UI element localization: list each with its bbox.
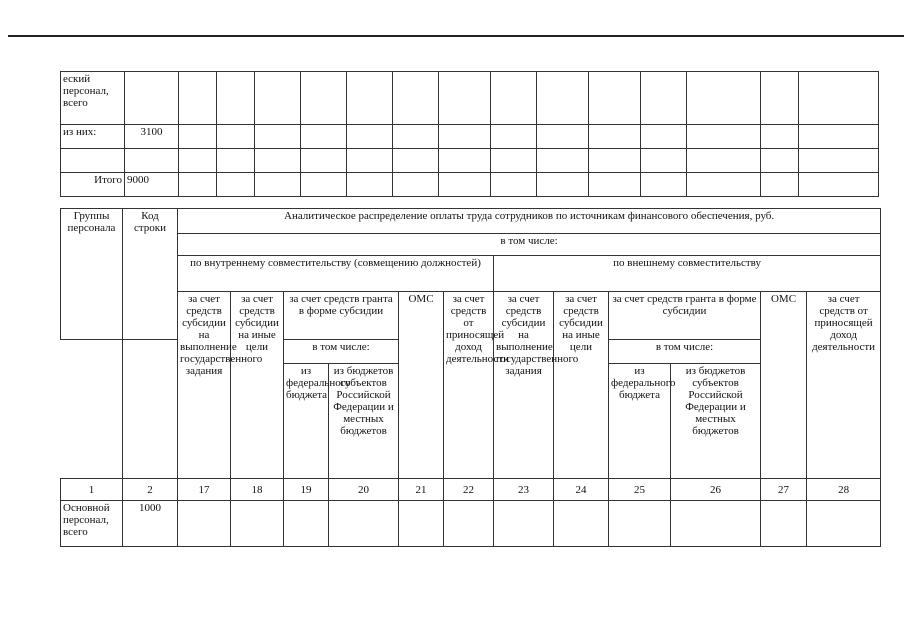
header-income: за счет средств от приносящей доход деятельности	[444, 292, 494, 479]
col-number: 28	[807, 479, 881, 501]
row-code: 1000	[123, 501, 178, 547]
col-number: 27	[761, 479, 807, 501]
header-regional: из бюджетов субъектов Российской Федерации и местных бюджетов	[329, 364, 399, 479]
top-table	[60, 71, 879, 197]
page-top-rule	[8, 35, 904, 37]
col-number: 19	[284, 479, 329, 501]
table-row	[61, 125, 879, 149]
col-number: 23	[494, 479, 554, 501]
col-number: 24	[554, 479, 609, 501]
col-number: 17	[178, 479, 231, 501]
col-number: 18	[231, 479, 284, 501]
col-number: 25	[609, 479, 671, 501]
header-regional-ext: из бюджетов субъектов Российской Федерации и местных бюджетов	[671, 364, 761, 479]
col-number: 20	[329, 479, 399, 501]
row-code: 3100	[125, 125, 179, 149]
table-row	[61, 292, 881, 340]
table-row	[61, 234, 881, 256]
row-label: Итого	[61, 173, 125, 197]
header-subsidy-other: за счет средств субсидии на иные цели	[231, 292, 284, 479]
table-row	[61, 209, 881, 234]
row-code: 9000	[125, 173, 179, 197]
header-federal: из федерального бюджета	[284, 364, 329, 479]
header-code: Код строки	[123, 209, 178, 340]
header-subsidy-task: за счет средств субсидии на выполнение государственного задания	[178, 292, 231, 479]
header-group: Группы персонала	[61, 209, 123, 340]
table-row	[61, 72, 879, 125]
header-income-ext: за счет средств от приносящей доход деятельности	[807, 292, 881, 479]
header-title: Аналитическое распределение оплаты труда сотрудников по источникам финансового обеспечения, руб.	[178, 209, 881, 234]
main-table	[60, 208, 881, 547]
table-row	[61, 256, 881, 292]
table-row	[61, 501, 881, 547]
header-oms: ОМС	[399, 292, 444, 479]
header-internal: по внутреннему совместительству (совмещению должностей)	[178, 256, 494, 292]
header-oms-ext: ОМС	[761, 292, 807, 479]
row-label: Основной персонал, всего	[61, 501, 123, 547]
row-label: из них:	[61, 125, 125, 149]
table-row	[61, 149, 879, 173]
header-grant: за счет средств гранта в форме субсидии	[284, 292, 399, 340]
header-subsidy-task-ext: за счет средств субсидии на выполнение государственного задания	[494, 292, 554, 479]
col-number: 22	[444, 479, 494, 501]
header-incl-external: в том числе:	[609, 340, 761, 364]
header-subsidy-other-ext: за счет средств субсидии на иные цели	[554, 292, 609, 479]
col-number: 1	[61, 479, 123, 501]
col-number: 26	[671, 479, 761, 501]
col-number: 21	[399, 479, 444, 501]
row-label: еский персонал, всего	[61, 72, 125, 125]
header-incl-internal: в том числе:	[284, 340, 399, 364]
header-external: по внешнему совместительству	[494, 256, 881, 292]
col-number: 2	[123, 479, 178, 501]
header-federal-ext: из федерального бюджета	[609, 364, 671, 479]
header-grant-ext: за счет средств гранта в форме субсидии	[609, 292, 761, 340]
table-row	[61, 173, 879, 197]
header-incl: в том числе:	[178, 234, 881, 256]
column-number-row	[61, 479, 881, 501]
